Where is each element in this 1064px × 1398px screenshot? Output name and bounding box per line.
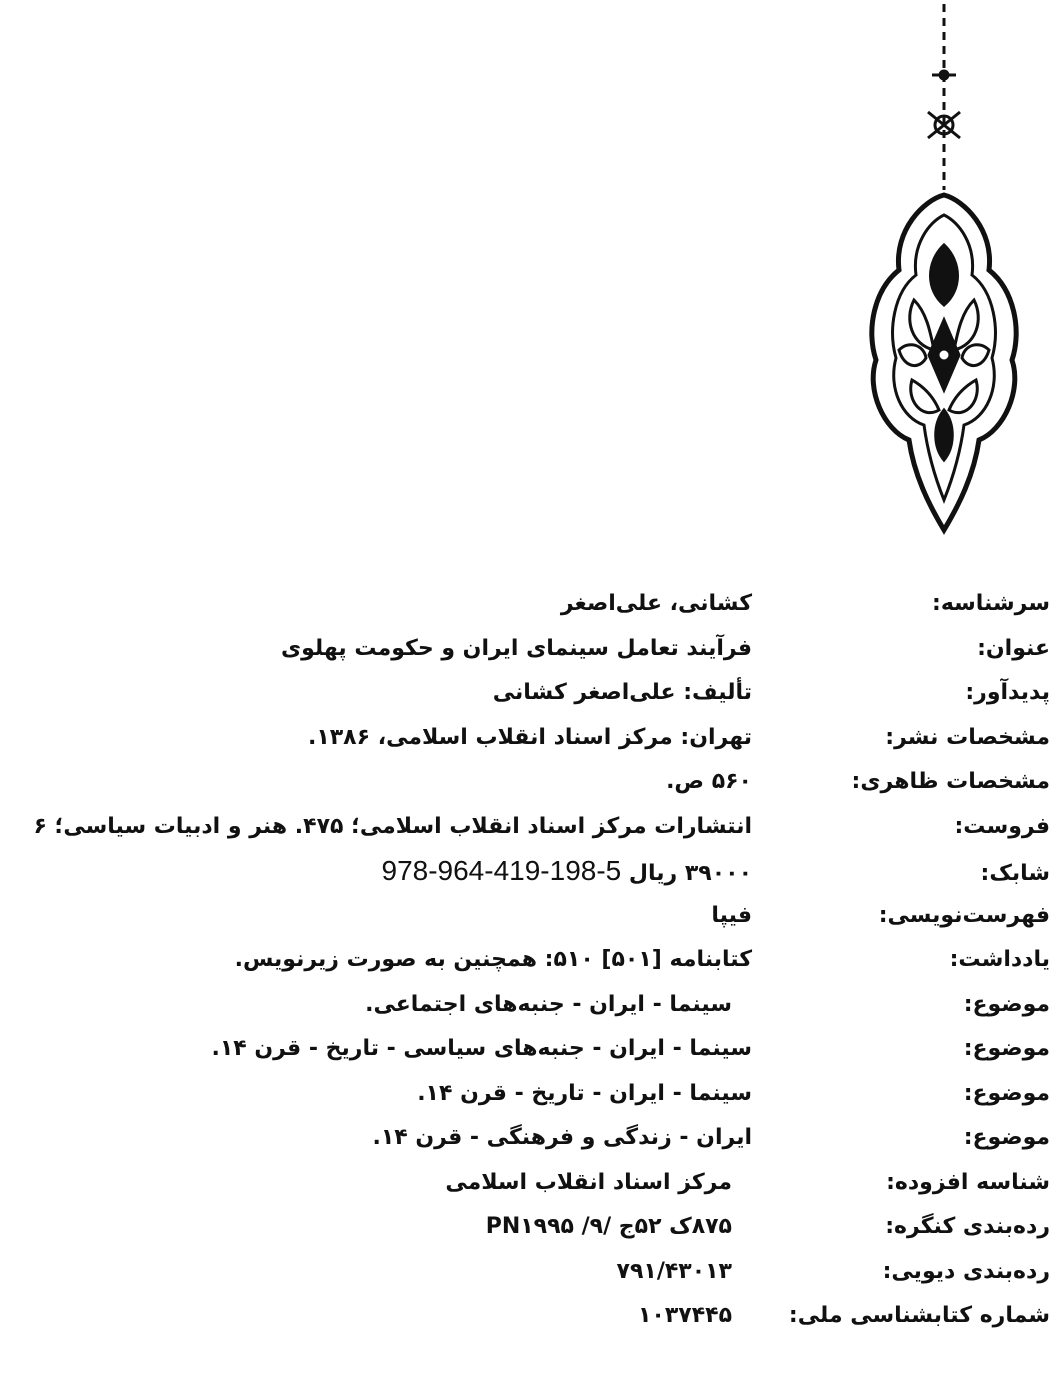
field-label: یادداشت:	[949, 947, 1050, 972]
field-label: مشخصات نشر:	[885, 724, 1050, 750]
field-value: سینما - ایران - جنبه‌های اجتماعی.	[365, 991, 732, 1017]
field-label: مشخصات ظاهری:	[851, 769, 1050, 794]
field-label: شابک:	[980, 861, 1050, 886]
field-label: موضوع:	[963, 1036, 1050, 1061]
field-value: سینما - ایران - جنبه‌های سیاسی - تاریخ - قرن ۱۴.	[211, 1036, 752, 1061]
record-row	[10, 849, 1050, 894]
record-row	[10, 716, 1050, 761]
field-value: فرآیند تعامل سینمای ایران و حکومت پهلوی	[280, 635, 752, 661]
field-value: تألیف: علی‌اصغر کشانی	[492, 680, 752, 705]
field-label: موضوع:	[963, 1125, 1050, 1150]
record-row	[10, 1161, 1050, 1206]
isbn-number: 978-964-419-198-5	[381, 855, 622, 886]
record-row	[10, 1072, 1050, 1117]
field-value: سینما - ایران - تاریخ - قرن ۱۴.	[417, 1080, 752, 1106]
field-label: رده‌بندی دیویی:	[882, 1258, 1050, 1284]
record-row	[10, 805, 1050, 850]
field-value: ۵۶۰ ص.	[666, 769, 752, 794]
record-row	[10, 938, 1050, 983]
field-value: مرکز اسناد انقلاب اسلامی	[445, 1169, 732, 1195]
field-value: ایران - زندگی و فرهنگی - قرن ۱۴.	[372, 1125, 752, 1150]
record-row	[10, 1205, 1050, 1250]
record-row	[10, 671, 1050, 716]
field-label: موضوع:	[963, 991, 1050, 1017]
record-row	[10, 983, 1050, 1028]
cataloging-record	[10, 582, 1050, 1339]
field-value: ۷۹۱/۴۳۰۱۳	[616, 1258, 732, 1284]
field-label: رده‌بندی کنگره:	[885, 1214, 1050, 1239]
field-label: موضوع:	[963, 1080, 1050, 1106]
record-row	[10, 627, 1050, 672]
field-value	[10, 849, 758, 897]
record-row	[10, 1294, 1050, 1339]
record-row	[10, 760, 1050, 805]
field-value: ۱۰۳۷۴۴۵	[638, 1303, 732, 1328]
field-label: سرشناسه:	[932, 591, 1050, 616]
field-value: فیپا	[711, 902, 752, 928]
field-value: کتابنامه [۵۰۱] ۵۱۰: همچنین به صورت زیرنویس.	[234, 947, 752, 972]
arabesque-ornament-icon	[864, 0, 1024, 545]
field-label: فهرست‌نویسی:	[878, 902, 1050, 928]
field-label: شناسه افزوده:	[886, 1169, 1050, 1195]
field-value: کشانی، علی‌اصغر	[560, 591, 752, 616]
field-value: تهران: مرکز اسناد انقلاب اسلامی، ۱۳۸۶.	[307, 724, 752, 750]
record-row	[10, 1250, 1050, 1295]
field-value: ۸۷۵ک ۵۲ج /۹/ PN۱۹۹۵	[485, 1214, 732, 1239]
field-label: عنوان:	[977, 635, 1050, 661]
record-row	[10, 1116, 1050, 1161]
field-label: شماره کتابشناسی ملی:	[788, 1303, 1050, 1328]
record-row	[10, 1027, 1050, 1072]
price-text: ۳۹۰۰۰ ریال	[628, 861, 752, 886]
record-row	[10, 582, 1050, 627]
field-label: پدیدآور:	[965, 680, 1050, 705]
field-label: فروست:	[954, 813, 1050, 839]
field-value: انتشارات مرکز اسناد انقلاب اسلامی؛ ۴۷۵. هنر و ادبیات سیاسی؛ ۶	[33, 813, 752, 839]
record-row	[10, 894, 1050, 939]
